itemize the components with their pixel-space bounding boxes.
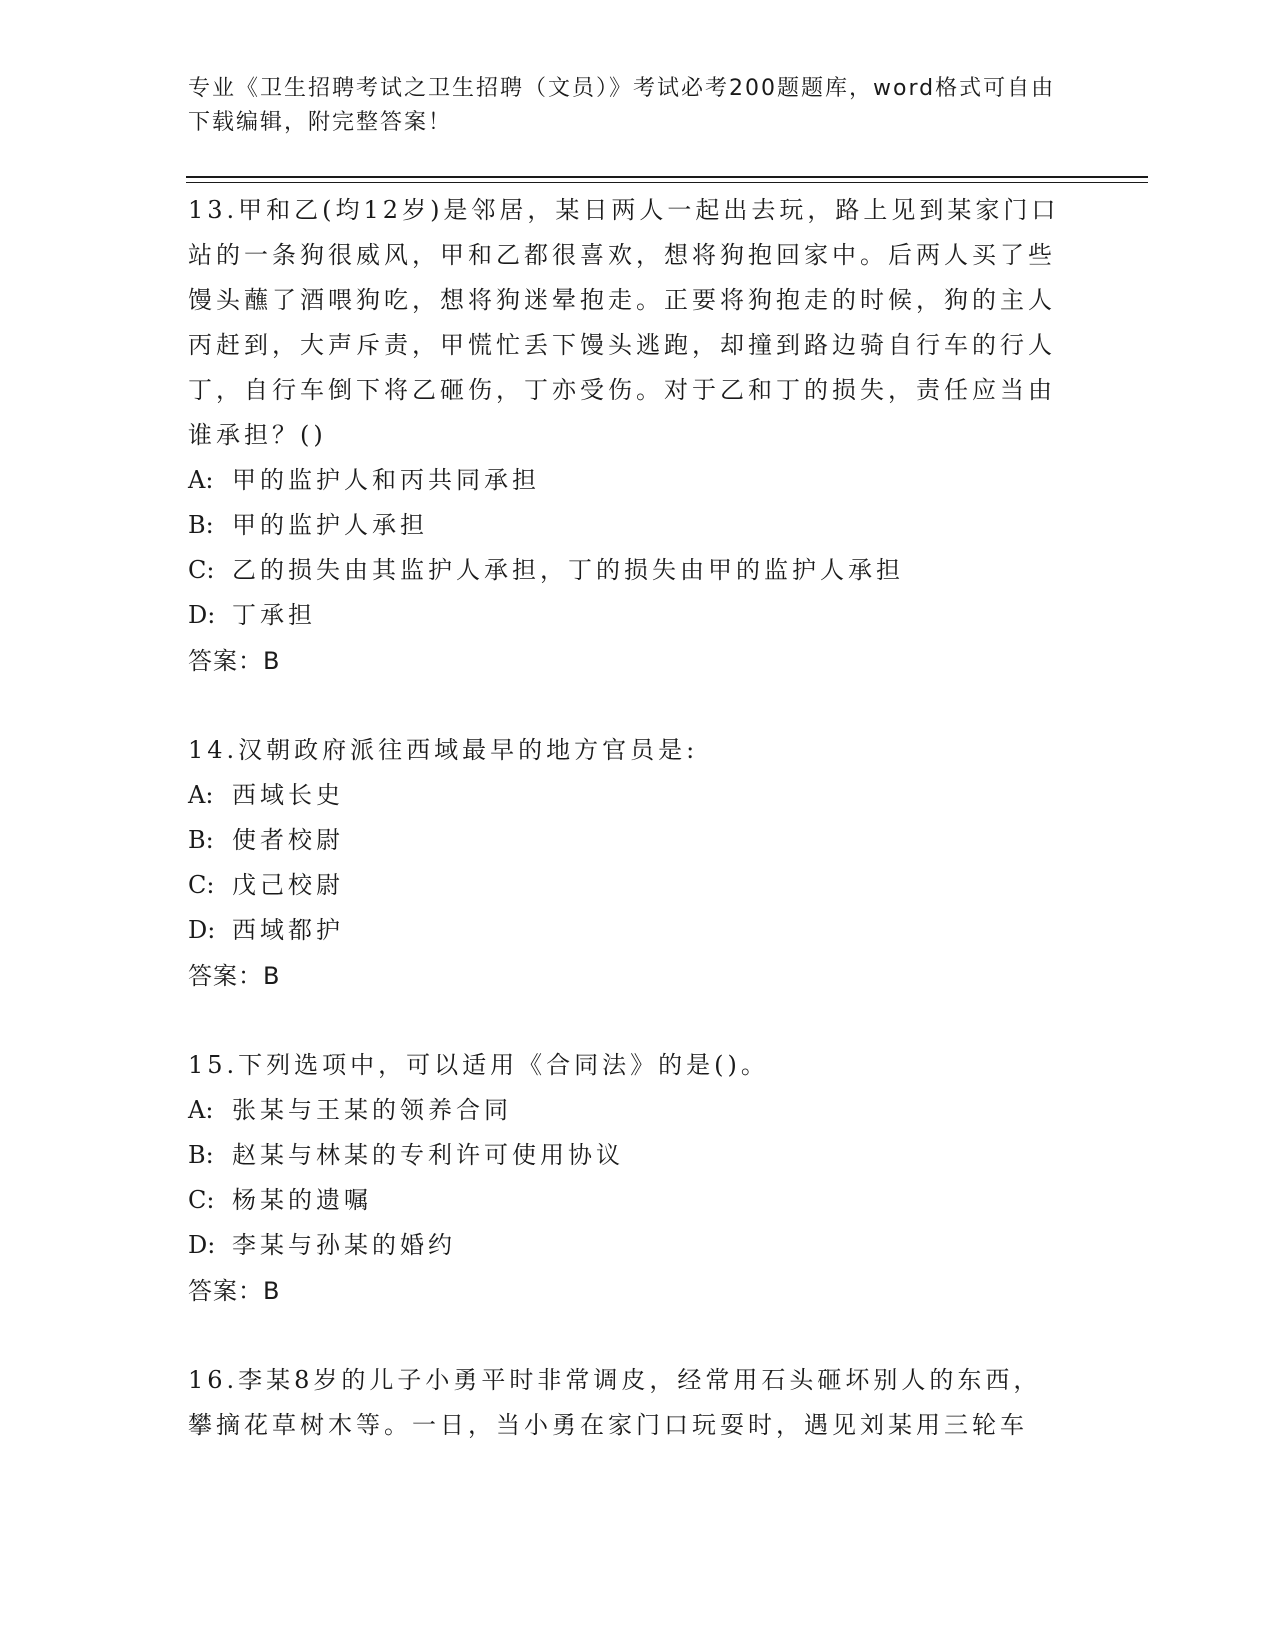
option-key: A:: [188, 781, 214, 809]
option-text: 甲的监护人承担: [232, 511, 428, 539]
question-16: [188, 1358, 1068, 1448]
answer-line: 答案：B: [188, 962, 281, 990]
question-15: [188, 1043, 1068, 1314]
option-a: [188, 1088, 1068, 1133]
option-d: [188, 1223, 1068, 1268]
option-key: C:: [188, 1186, 215, 1214]
option-text: 赵某与林某的专利许可使用协议: [232, 1141, 624, 1169]
option-key: B:: [188, 826, 214, 854]
option-key: C:: [188, 556, 215, 584]
header-divider-thin: [186, 182, 1148, 183]
question-list: [188, 188, 1068, 1492]
option-key: B:: [188, 1141, 214, 1169]
option-text: 丁承担: [232, 601, 316, 629]
option-b: [188, 818, 1068, 863]
option-key: D:: [188, 601, 216, 629]
header-divider-thick: [186, 176, 1148, 178]
option-key: C:: [188, 871, 215, 899]
option-a: [188, 773, 1068, 818]
option-c: [188, 548, 1068, 593]
answer-line: 答案：B: [188, 1277, 281, 1305]
option-d: [188, 908, 1068, 953]
question-14: [188, 728, 1068, 999]
question-stem: 16.李某8岁的儿子小勇平时非常调皮，经常用石头砸坏别人的东西，攀摘花草树木等。一日，当小勇在家门口玩耍时，遇见刘某用三轮车: [188, 1366, 1042, 1439]
option-c: [188, 863, 1068, 908]
question-13: [188, 188, 1068, 684]
option-text: 戊己校尉: [232, 871, 344, 899]
option-key: A:: [188, 466, 214, 494]
option-key: D:: [188, 916, 216, 944]
document-header: 专业《卫生招聘考试之卫生招聘（文员）》考试必考200题题库，word格式可自由下载编辑，附完整答案！: [188, 76, 1056, 135]
option-b: [188, 1133, 1068, 1178]
question-stem: 14.汉朝政府派往西域最早的地方官员是:: [188, 736, 699, 764]
option-text: 乙的损失由其监护人承担，丁的损失由甲的监护人承担: [232, 556, 904, 584]
option-d: [188, 593, 1068, 638]
option-text: 西域都护: [232, 916, 344, 944]
option-key: D:: [188, 1231, 216, 1259]
option-text: 李某与孙某的婚约: [232, 1231, 456, 1259]
question-stem: 15.下列选项中，可以适用《合同法》的是()。: [188, 1051, 769, 1079]
answer-line: 答案：B: [188, 647, 281, 675]
option-text: 杨某的遗嘱: [232, 1186, 372, 1214]
option-a: [188, 458, 1068, 503]
question-stem: 13.甲和乙(均12岁)是邻居，某日两人一起出去玩，路上见到某家门口站的一条狗很威风，甲和乙都很喜欢，想将狗抱回家中。后两人买了些馒头蘸了酒喂狗吃，想将狗迷晕抱走。正要将狗抱走的时候，狗的主人丙赶到，大声斥责，甲慌忙丢下馒头逃跑，却撞到路边骑自行车的行人丁，自行车倒下将乙砸伤，丁亦受伤。对于乙和丁的损失，责任应当由谁承担？(): [188, 196, 1060, 449]
option-text: 张某与王某的领养合同: [232, 1096, 512, 1124]
option-text: 西域长史: [232, 781, 344, 809]
option-key: B:: [188, 511, 214, 539]
option-b: [188, 503, 1068, 548]
option-text: 使者校尉: [232, 826, 344, 854]
option-text: 甲的监护人和丙共同承担: [232, 466, 540, 494]
option-c: [188, 1178, 1068, 1223]
option-key: A:: [188, 1096, 214, 1124]
